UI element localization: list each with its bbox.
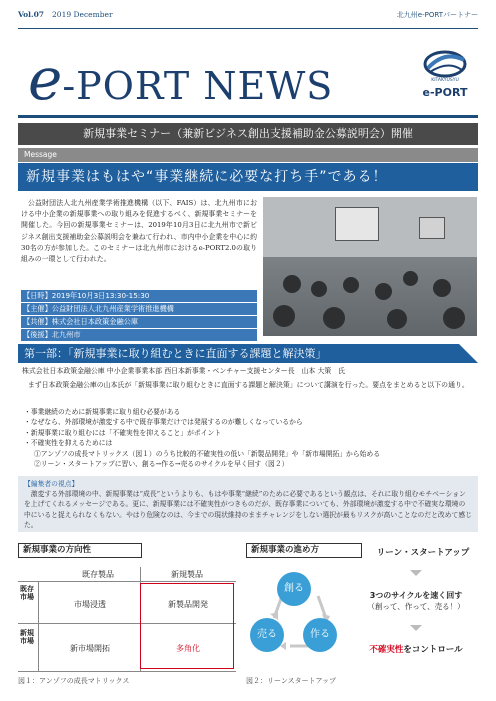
ansoff-matrix xyxy=(18,567,236,673)
photo-attendee xyxy=(283,275,301,293)
masthead-rest: -PORT NEWS xyxy=(62,64,334,108)
bullet-item: ・事業継続のために新規事業に取り組む必要がある xyxy=(24,408,181,416)
masthead-divider xyxy=(18,115,478,118)
masthead xyxy=(28,45,334,113)
event-info xyxy=(21,290,257,342)
cycle-main: 3つのサイクルを速く回す xyxy=(369,591,463,600)
info-support: 【後援】北九州市 xyxy=(21,329,257,341)
row-header-existing: 既存市場 xyxy=(20,585,34,601)
cell-diversification: 多角化 xyxy=(176,644,200,653)
matrix-line xyxy=(18,581,236,582)
cell-product-development: 新製品開発 xyxy=(168,600,208,609)
article-title: 新規事業セミナー（兼新ビジネス創出支援補助金公募説明会）開催 xyxy=(18,123,478,145)
cycle-sell: 売る xyxy=(250,618,284,652)
figure2-caption: 図２：リーンスタートアップ xyxy=(246,677,336,685)
intro-paragraph: 公益財団法人北九州産業学術推進機構（以下、FAIS）は、北九州市における中小企業の新規事業への取り組みを促進するべく、新規事業セミナーを開催した。今回の新規事業セミナーは、2019年10月3日に北九州市で新ビジネス創出支援補助金公募説明会を兼ねて行われ、市内中小企業を中心に約30名の方が参加した。このセミナーは北九州市におけるe-PORT2.0の取り組みの一環として行われた。 xyxy=(21,199,257,264)
row-header-new: 新規市場 xyxy=(20,629,34,645)
figure1-caption: 図１：アンゾフの成長マトリックス xyxy=(18,677,130,685)
lean-startup-title: リーン・スタートアップ xyxy=(376,548,470,558)
swirl-logo-icon xyxy=(414,48,476,80)
part1-title: 第一部：「新規事業に取り組むときに直面する課題と解決策」 xyxy=(24,347,327,360)
photo-screen-right xyxy=(419,217,445,239)
info-cohost: 【共催】株式会社日本政策金融公庫 xyxy=(21,316,257,328)
eport-logo xyxy=(414,48,476,108)
part1-title-bar xyxy=(18,344,478,363)
headline: 新規事業はもはや“事業継続に必要な打ち手”である！ xyxy=(18,163,478,191)
highlight-box xyxy=(140,583,234,669)
key-points xyxy=(24,407,479,469)
info-organizer: 【主催】公益財団法人北九州産業学術推進機構 xyxy=(21,303,257,315)
photo-attendee xyxy=(433,279,451,297)
photo-attendee xyxy=(375,283,392,300)
figure2-title: 新規事業の進め方 xyxy=(246,543,362,558)
bullet-item: ・新規事業に取り組むには「不確実性を抑えること」がポイント xyxy=(24,428,222,437)
speaker-line: 株式会社日本政策金融公庫 中小企業事業本部 西日本新事業・ベンチャー支援センター長 山本 大策 氏 xyxy=(22,367,346,375)
seminar-photo xyxy=(263,197,477,336)
logo-caption: KITAKYUSYU xyxy=(431,78,459,83)
editor-note xyxy=(18,476,478,532)
matrix-line xyxy=(38,581,39,671)
matrix-line xyxy=(18,671,236,672)
control-uncertainty xyxy=(354,643,478,655)
figure1-title: 新規事業の方向性 xyxy=(18,543,142,558)
editor-note-heading: 【編集者の視点】 xyxy=(24,480,79,488)
col-header-existing: 既存製品 xyxy=(82,570,114,579)
cycle-sub: （創って、作って、売る！） xyxy=(367,602,465,611)
control-rest: をコントロール xyxy=(403,645,463,655)
photo-attendee xyxy=(443,307,465,329)
photo-attendee xyxy=(273,305,295,327)
cycle-make: 作る xyxy=(303,618,337,652)
photo-attendee xyxy=(311,281,327,297)
photo-attendee xyxy=(343,277,359,293)
issue-date: 2019 December xyxy=(52,10,113,19)
cell-market-penetration: 市場浸透 xyxy=(74,600,106,609)
editor-note-text: 激変する外部環境の中、新規事業は“成長”というよりも、もはや事業“継続”のために必要であるという観点は、それに取り組むモチベーションを上げてくれるメッセージである。更に、新規事業には不確実性がつきものだが、既存事業についても、外部環境が激変する中で不確実な環境の中にいると捉えられなくもない。やはり危険なのは、今までの現状維持のままチャレンジをしない選択が最もリスクが高いことなのだと改めて感じた。 xyxy=(24,490,472,529)
control-red: 不確実性 xyxy=(369,645,404,655)
photo-attendee xyxy=(403,271,418,286)
cycle-create: 創る xyxy=(277,572,311,606)
message-label: Message xyxy=(18,148,478,162)
photo-attendee xyxy=(387,309,407,329)
sub-bullet-item: ②リーン・スタートアップに習い、創る→作る→売るのサイクルを早く回す（図２） xyxy=(34,460,289,469)
corner-triangle xyxy=(459,344,478,363)
volume-number: Vol.07 xyxy=(18,10,45,19)
bullet-item: ・なぜなら、外部環境が激変する中で既存事業だけでは発展するのが難しくなっているから xyxy=(24,418,303,427)
chevron-down-icon xyxy=(410,625,422,631)
partner-label: 北九州e-PORTパートナー xyxy=(396,11,478,19)
cycle-description xyxy=(354,590,478,612)
photo-attendee xyxy=(323,307,345,329)
cell-market-development: 新市場開拓 xyxy=(70,644,110,653)
chevron-down-icon xyxy=(410,570,422,576)
issue-info xyxy=(18,10,113,19)
logo-name: e-PORT xyxy=(422,86,468,99)
part1-body: まず日本政策金融公庫の山本氏が「新規事業に取り組むときに直面する課題と解決策」について講演を行った。要点をまとめると以下の通り。 xyxy=(27,381,469,389)
col-header-new: 新規製品 xyxy=(171,570,203,579)
bullet-item: ・不確実性を抑えるためには xyxy=(24,439,113,448)
info-date: 【日時】2019年10月3日13:30-15:30 xyxy=(21,290,257,302)
top-rule xyxy=(18,28,478,29)
sub-bullet-item: ①アンゾフの成長マトリックス（図１）のうち比較的不確実性の低い「新製品開発」や「新市場開拓」から始める xyxy=(34,449,381,458)
masthead-e: e xyxy=(28,45,63,113)
photo-screen xyxy=(335,207,379,241)
